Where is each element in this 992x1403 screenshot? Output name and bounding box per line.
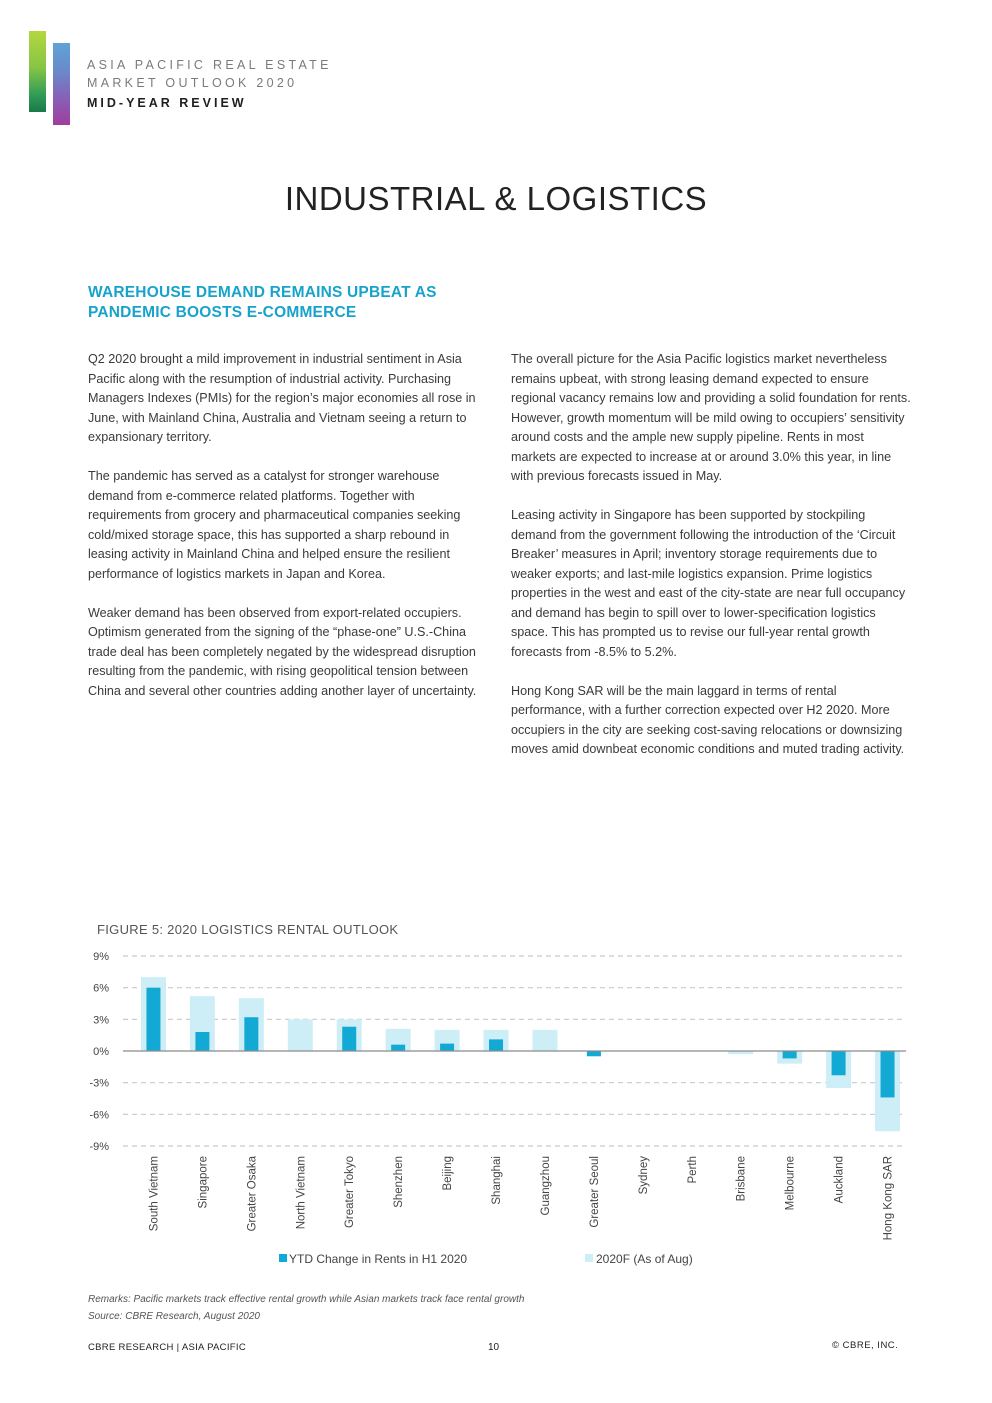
left-column xyxy=(88,350,488,721)
bar-ytd xyxy=(440,1044,454,1051)
y-tick-label: -9% xyxy=(89,1141,109,1153)
brand-bar-green xyxy=(29,31,46,112)
chart-source: Source: CBRE Research, August 2020 xyxy=(88,1311,260,1322)
paragraph: Hong Kong SAR will be the main laggard in terms of rental performance, with a further correction expected over H2 2020. More occupiers in the city are seeking cost-saving relocations or downsizing moves amid downbeat economic conditions and muted trading activity. xyxy=(511,683,905,756)
page-title: INDUSTRIAL & LOGISTICS xyxy=(284,180,708,217)
bar-ytd xyxy=(195,1032,209,1051)
rental-outlook-chart xyxy=(80,945,920,1275)
paragraph: Leasing activity in Singapore has been supported by stockpiling demand from the government following the introduction of the ‘Circuit Breaker’ measures in April; inventory storage requirements due to weaker exports; and last-mile logistics expansion. Prime logistics properties in the west and east of the city-state are near full occupancy and demand has begin to spill over to lower-specification logistics space. This has prompted us to revise our full-year rental growth forecasts from -8.5% to 5.2%. xyxy=(511,508,906,659)
chart-remarks: Remarks: Pacific markets track effective rental growth while Asian markets track face rental growth xyxy=(88,1294,525,1305)
y-tick-label: 9% xyxy=(93,951,109,963)
x-tick-label: Greater Tokyo xyxy=(344,1156,357,1229)
x-tick-label: Greater Seoul xyxy=(588,1156,601,1228)
bar-ytd xyxy=(244,1017,258,1051)
bar-forecast xyxy=(532,1030,557,1051)
paragraph: Weaker demand has been observed from export-related occupiers. Optimism generated from the signing of the “phase-one” U.S.-China trade deal has been completely negated by the widespread disruption resulting from the pandemic, with rising geopolitical tension between China and several other countries adding another layer of uncertainty. xyxy=(88,605,477,698)
right-column xyxy=(511,350,911,779)
brand-bar-purple xyxy=(53,43,70,125)
x-tick-label: Singapore xyxy=(197,1156,210,1209)
y-tick-label: 3% xyxy=(93,1014,109,1027)
x-tick-label: Sydney xyxy=(637,1156,650,1195)
footer-publisher: CBRE RESEARCH | ASIA PACIFIC xyxy=(88,1342,246,1353)
bar-ytd xyxy=(832,1051,846,1075)
bar-ytd xyxy=(489,1039,503,1051)
x-tick-label: Brisbane xyxy=(735,1156,748,1202)
footer-copyright: © CBRE, INC. xyxy=(832,1340,899,1351)
report-title-line1: ASIA PACIFIC REAL ESTATE xyxy=(87,58,332,72)
paragraph: The overall picture for the Asia Pacific logistics market nevertheless remains upbeat, with strong leasing demand expected to ensure regional vacancy remains low and providing a solid foundation for rents. However, growth momentum will be mild owing to occupiers’ sensitivity around costs and the ample new supply pipeline. Rents in most markets are expected to increase at or around 3.0% this year, in line with previous forecasts issued in May. xyxy=(511,352,911,483)
bar-ytd xyxy=(783,1051,797,1058)
bar-ytd xyxy=(342,1027,356,1051)
x-tick-label: South Vietnam xyxy=(148,1156,161,1232)
bar-ytd xyxy=(587,1051,601,1056)
x-tick-label: North Vietnam xyxy=(295,1156,308,1230)
x-tick-label: Shenzhen xyxy=(393,1156,406,1208)
report-subtitle: MID-YEAR REVIEW xyxy=(87,96,247,110)
x-tick-label: Hong Kong SAR xyxy=(882,1156,895,1241)
x-tick-label: Greater Osaka xyxy=(246,1156,259,1232)
bar-forecast xyxy=(288,1019,313,1051)
y-tick-label: -3% xyxy=(89,1077,109,1090)
section-subheading: WAREHOUSE DEMAND REMAINS UPBEAT AS PANDEMIC BOOSTS E-COMMERCE xyxy=(88,284,437,321)
x-tick-label: Shanghai xyxy=(491,1156,504,1205)
legend-label-ytd: YTD Change in Rents in H1 2020 xyxy=(289,1252,468,1266)
x-tick-label: Beijing xyxy=(442,1156,455,1191)
y-tick-label: -6% xyxy=(89,1109,109,1122)
paragraph: Q2 2020 brought a mild improvement in industrial sentiment in Asia Pacific along with the resumption of industrial activity. Purchasing Managers Indexes (PMIs) for the region’s major economies all rose in June, with Mainland China, Australia and Vietnam seeing a return to expansionary territory. xyxy=(88,352,476,444)
x-tick-label: Perth xyxy=(686,1156,699,1184)
paragraph: The pandemic has served as a catalyst for stronger warehouse demand from e-commerce related platforms. Together with requirements from grocery and pharmaceutical companies seeking cold/mixed storage space, this has supported a sharp rebound in leasing activity in Mainland China and helped ensure the resilient performance of logistics markets in Japan and Korea. xyxy=(88,469,461,581)
x-tick-label: Auckland xyxy=(833,1156,846,1204)
figure-title: FIGURE 5: 2020 LOGISTICS RENTAL OUTLOOK xyxy=(97,922,399,937)
page-number: 10 xyxy=(488,1342,500,1353)
y-tick-label: 0% xyxy=(93,1046,109,1058)
x-tick-label: Melbourne xyxy=(784,1156,797,1211)
legend-label-forecast: 2020F (As of Aug) xyxy=(596,1252,693,1266)
report-title-line2: MARKET OUTLOOK 2020 xyxy=(87,76,298,90)
x-tick-label: Guangzhou xyxy=(539,1156,552,1216)
y-tick-label: 6% xyxy=(93,982,109,995)
bar-ytd xyxy=(881,1051,895,1097)
legend-swatch-forecast xyxy=(585,1254,593,1262)
bar-ytd xyxy=(391,1045,405,1051)
legend-swatch-ytd xyxy=(279,1254,287,1262)
bar-ytd xyxy=(146,988,160,1051)
